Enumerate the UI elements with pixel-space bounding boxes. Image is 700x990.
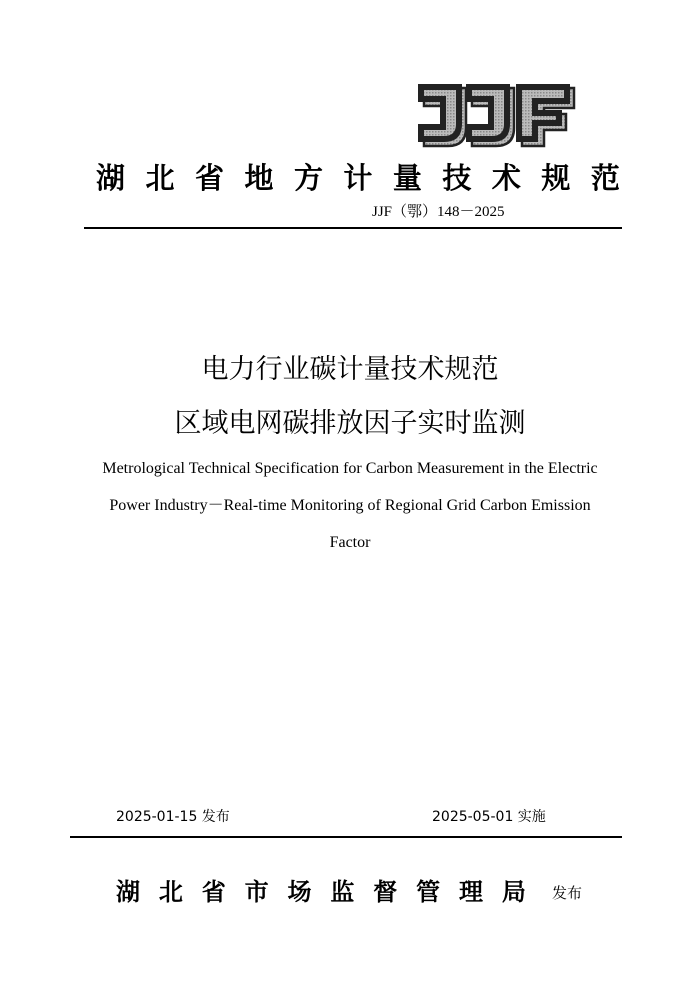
publisher-name: [116, 872, 526, 912]
publisher-char: 湖: [116, 878, 140, 906]
publish-label: 发布: [552, 884, 583, 902]
header-title-char: 北: [145, 161, 175, 195]
header-title-char: 术: [491, 161, 521, 195]
header-title: [96, 156, 620, 200]
publisher-char: 督: [373, 878, 398, 906]
header-title-char: 方: [293, 161, 323, 195]
logo-letter-j2: [466, 84, 514, 146]
title-zh-line1: 电力行业碳计量技术规范: [201, 354, 499, 385]
header-title-char: 范: [590, 161, 620, 195]
title-en-line2: Power Industry－Real-time Monitoring of Regional Grid Carbon Emission: [109, 497, 591, 514]
header-title-char: 省: [194, 161, 224, 195]
jjf-logo-graphic: [414, 80, 578, 150]
jjf-logo: [414, 80, 578, 150]
title-zh-line2: 区域电网碳排放因子实时监测: [174, 408, 526, 439]
header-title-char: 技: [442, 161, 472, 195]
logo-letter-j1: [418, 84, 466, 146]
effective-date: 2025-05-01 实施: [432, 809, 546, 825]
header-title-char: 量: [392, 161, 422, 195]
header-title-char: 规: [541, 161, 571, 195]
publisher-char: 理: [459, 878, 483, 906]
logo-letter-f: [516, 84, 574, 146]
title-en-line1: Metrological Technical Specification for Carbon Measurement in the Electric: [102, 460, 598, 477]
top-divider: [84, 227, 622, 229]
bottom-divider: [70, 836, 622, 838]
header-title-char: 计: [343, 161, 373, 195]
publisher-char: 市: [244, 878, 269, 906]
header-title-char: 地: [244, 161, 274, 195]
title-en-line3: Factor: [329, 534, 371, 551]
publisher-char: 管: [416, 878, 441, 906]
publisher-char: 省: [201, 878, 226, 906]
publisher-char: 监: [330, 878, 355, 906]
specification-code: JJF（鄂）148－2025: [372, 204, 505, 220]
issue-date: 2025-01-15 发布: [116, 809, 230, 825]
header-title-char: 湖: [96, 161, 126, 195]
publisher-char: 场: [287, 878, 312, 906]
publisher-char: 北: [158, 878, 183, 906]
publisher-char: 局: [501, 878, 526, 906]
